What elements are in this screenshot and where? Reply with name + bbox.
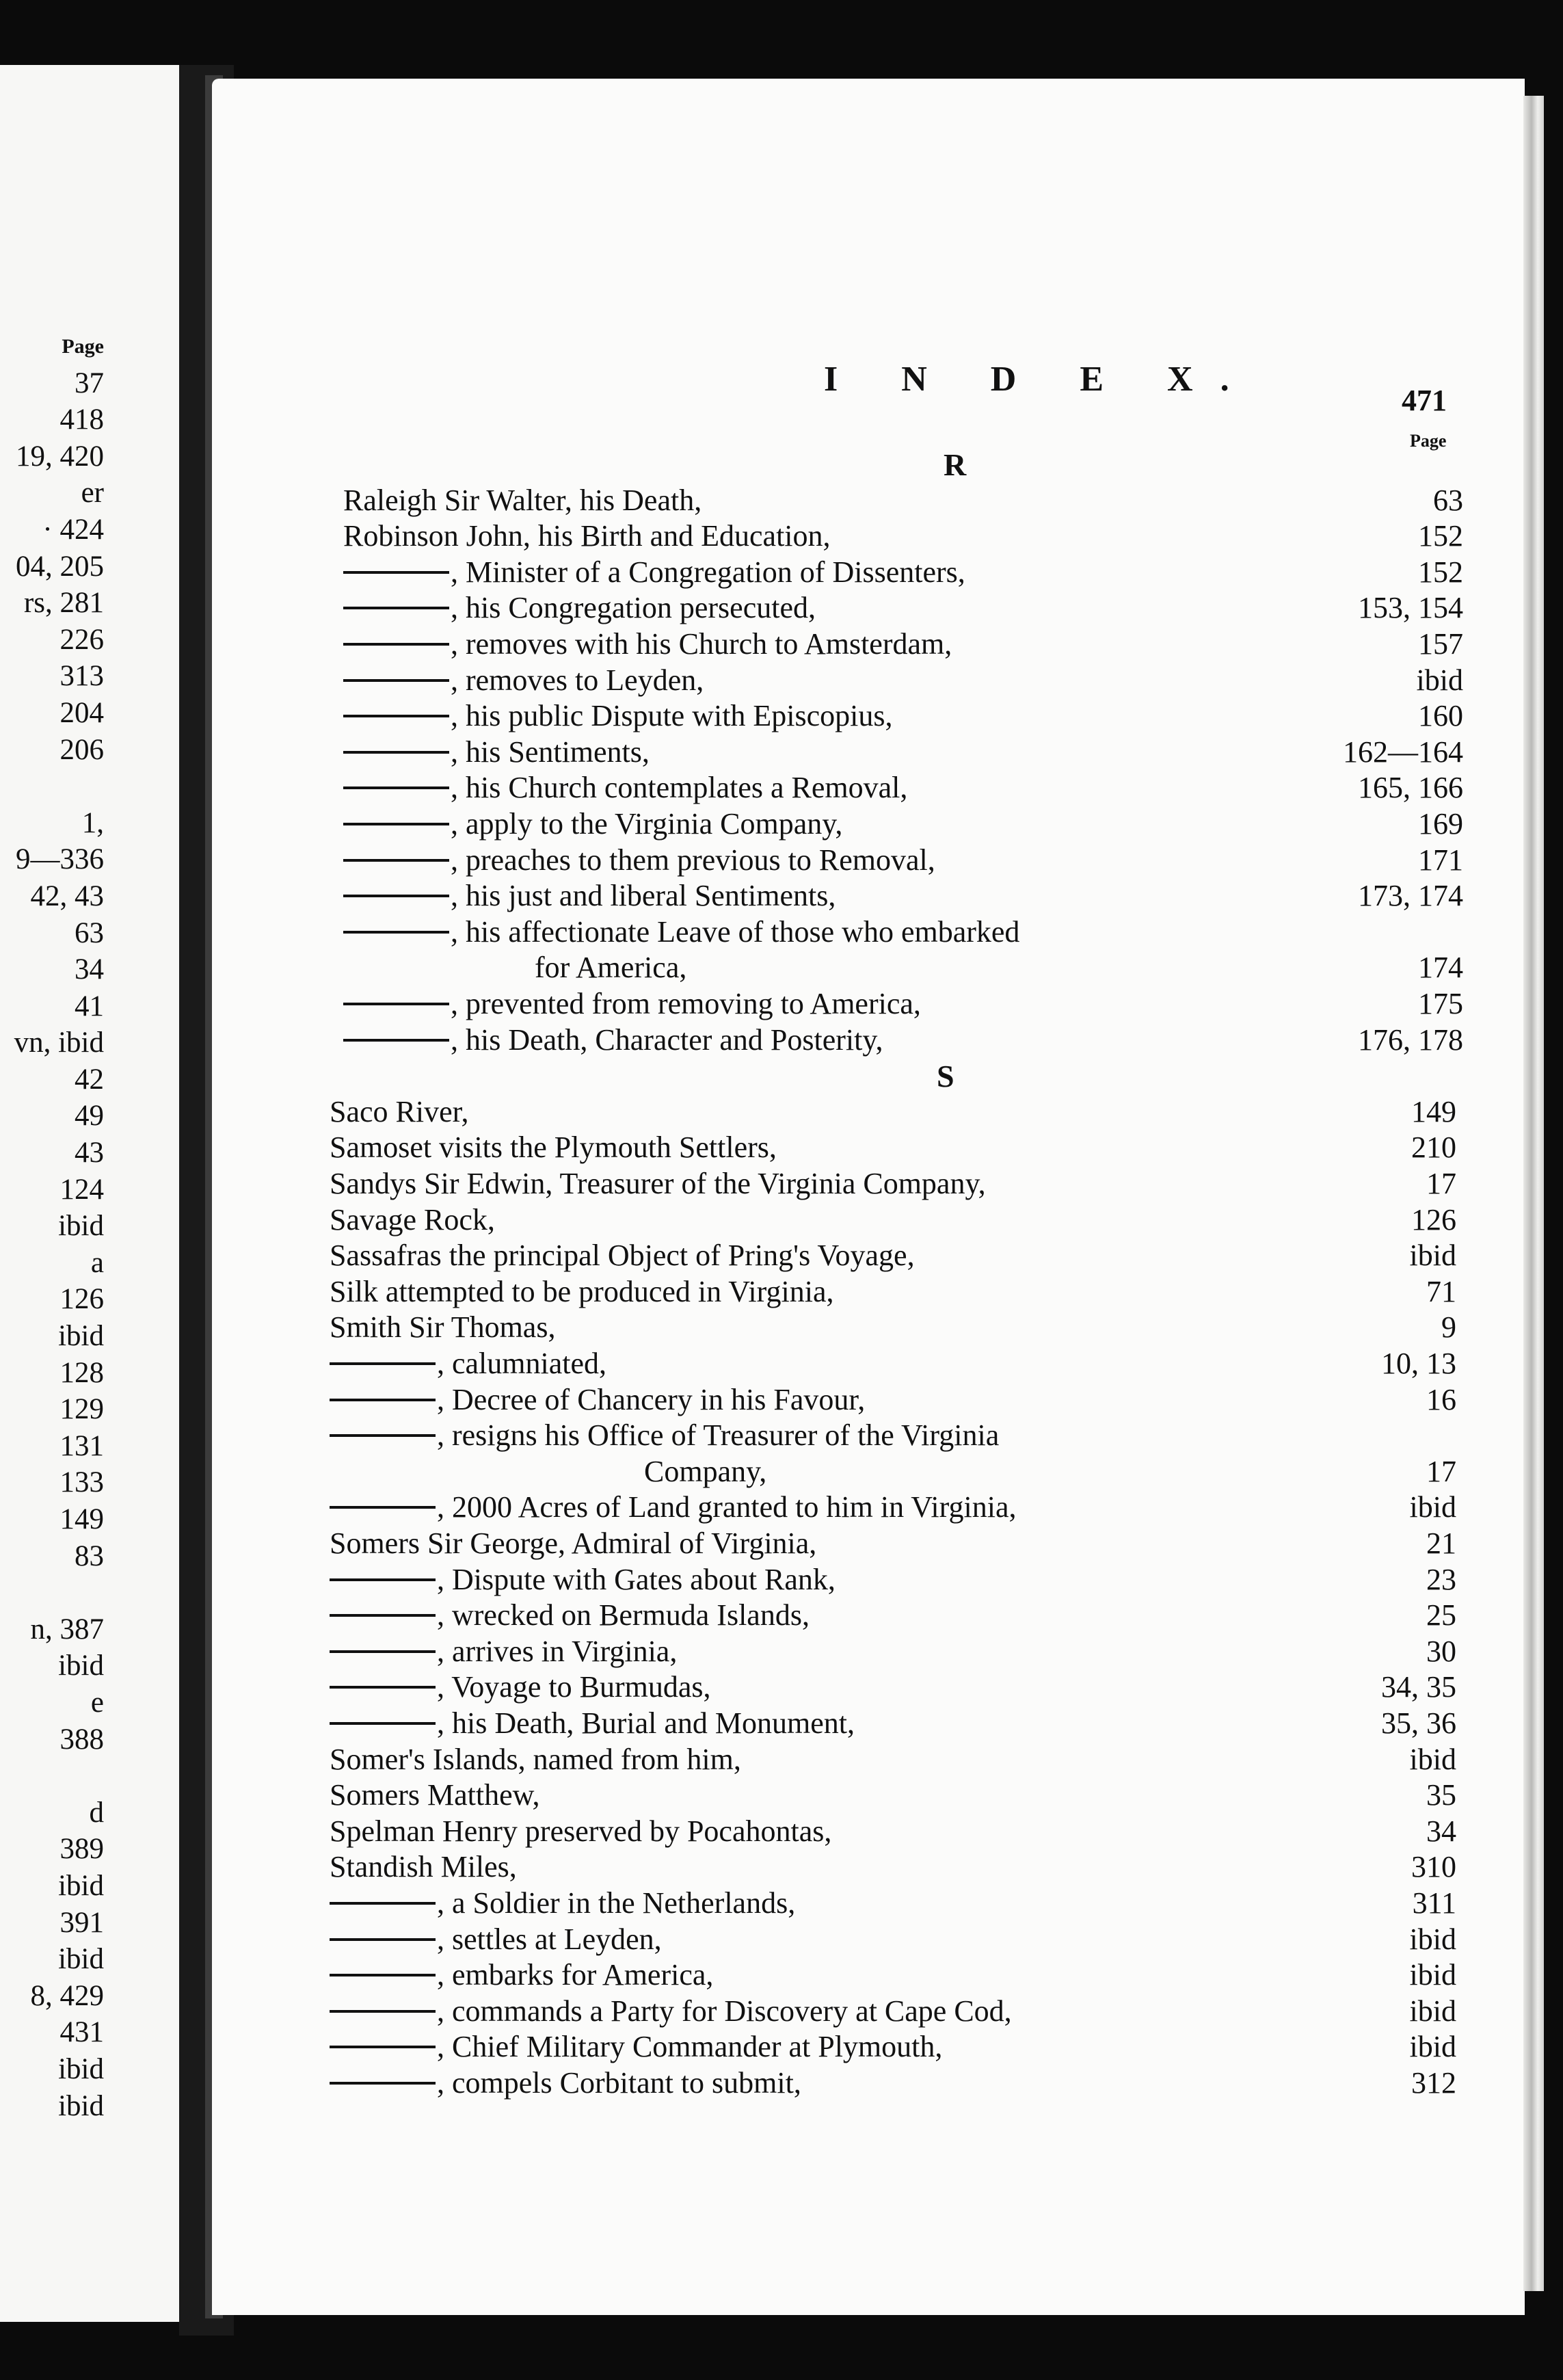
entry-text: Somer's Islands, named from him, <box>330 1742 741 1776</box>
entry-page: 149 <box>1411 1094 1456 1128</box>
entry-page: 311 <box>1412 1886 1456 1920</box>
entry-page: 152 <box>1418 519 1463 553</box>
entry-text: , commands a Party for Discovery at Cape Cod, <box>437 1994 1012 2028</box>
left-page-number: 129 <box>59 1393 104 1426</box>
left-page-number: 128 <box>59 1356 104 1389</box>
entry-text: , his affectionate Leave of those who embarked <box>451 914 1020 949</box>
left-page-number: ibid <box>58 2052 104 2085</box>
entry-page: 169 <box>1418 807 1463 841</box>
index-entry <box>330 1490 1016 1525</box>
entry-text: , apply to the Virginia Company, <box>451 807 843 841</box>
ditto-dash <box>330 2046 436 2048</box>
left-page-number: 63 <box>75 916 104 949</box>
left-page-number: 41 <box>75 990 104 1022</box>
left-page-number: n, 387 <box>30 1613 104 1645</box>
entry-page: 17 <box>1426 1454 1456 1488</box>
index-entry <box>343 483 702 518</box>
index-entry <box>330 1562 836 1598</box>
entry-text: , resigns his Office of Treasurer of the Virginia <box>437 1418 1000 1453</box>
entry-text: , his Congregation persecuted, <box>451 591 816 625</box>
index-entry <box>330 1849 517 1885</box>
left-page-number: 43 <box>75 1137 104 1169</box>
entry-text: Spelman Henry preserved by Pocahontas, <box>330 1814 832 1848</box>
ditto-dash <box>343 786 449 789</box>
ditto-dash <box>330 1722 436 1725</box>
entry-page: 23 <box>1426 1562 1456 1596</box>
index-entry <box>330 1634 677 1669</box>
index-entry <box>330 1526 816 1561</box>
left-page-number: ibid <box>58 1943 104 1976</box>
entry-page: 126 <box>1411 1202 1456 1237</box>
index-entry <box>330 1166 986 1202</box>
entry-page: 21 <box>1426 1526 1456 1560</box>
entry-text: Company, <box>644 1454 767 1488</box>
entry-page: 162—164 <box>1343 735 1463 769</box>
left-page-number: 42 <box>75 1063 104 1096</box>
section-letter-s: S <box>937 1059 954 1094</box>
left-page-number: 149 <box>59 1503 104 1535</box>
entry-text: for America, <box>535 951 687 985</box>
index-entry <box>330 1238 915 1273</box>
entry-page: 165, 166 <box>1358 771 1463 805</box>
index-entry <box>343 1022 883 1058</box>
index-entry <box>330 2065 801 2101</box>
entry-text: Standish Miles, <box>330 1850 517 1884</box>
entry-text: Raleigh Sir Walter, his Death, <box>343 483 702 517</box>
index-entry <box>330 1742 741 1777</box>
index-entry <box>330 1202 495 1238</box>
index-entry <box>330 1994 1012 2029</box>
index-entry <box>343 914 1019 950</box>
entry-text: , Minister of a Congregation of Dissenters, <box>451 555 965 589</box>
entry-page: 10, 13 <box>1381 1347 1456 1380</box>
left-page-number: 42, 43 <box>30 880 104 912</box>
left-page-number: rs, 281 <box>23 587 104 620</box>
left-page-number: 126 <box>59 1283 104 1316</box>
entry-page: 152 <box>1418 555 1463 589</box>
ditto-dash <box>330 1434 436 1437</box>
left-page-number: 37 <box>75 367 104 399</box>
index-entry <box>535 950 686 986</box>
left-page-number: er <box>81 477 104 510</box>
entry-page: ibid <box>1409 1742 1456 1776</box>
entry-text: , a Soldier in the Netherlands, <box>437 1886 796 1920</box>
entry-page: 63 <box>1433 483 1463 517</box>
entry-text: Smith Sir Thomas, <box>330 1310 556 1345</box>
index-entry <box>343 843 935 878</box>
left-page-number: 9—336 <box>16 843 104 876</box>
entry-text: Silk attempted to be produced in Virginia, <box>330 1274 834 1308</box>
ditto-dash <box>343 607 449 609</box>
entry-page: ibid <box>1409 1994 1456 2028</box>
entry-page: 25 <box>1426 1598 1456 1632</box>
ditto-dash <box>343 1003 449 1005</box>
index-entry <box>343 663 704 698</box>
entry-text: , removes with his Church to Amsterdam, <box>451 627 952 661</box>
entry-text: , his just and liberal Sentiments, <box>451 879 836 913</box>
index-entry <box>330 1886 795 1921</box>
index-entry <box>343 878 836 914</box>
index-entry <box>330 1706 855 1741</box>
ditto-dash <box>343 715 449 717</box>
entry-page: 174 <box>1418 951 1463 985</box>
index-entry <box>343 735 650 770</box>
index-entry <box>343 770 907 806</box>
entry-page: 175 <box>1418 987 1463 1020</box>
entry-text: , preaches to them previous to Removal, <box>451 843 935 877</box>
entry-text: , his Death, Burial and Monument, <box>437 1706 855 1740</box>
ditto-dash <box>343 1039 449 1042</box>
entry-text: , his public Dispute with Episcopius, <box>451 699 893 733</box>
entry-text: Robinson John, his Birth and Education, <box>343 519 831 553</box>
main-page <box>212 79 1525 2315</box>
entry-text: Savage Rock, <box>330 1202 495 1237</box>
index-entry <box>343 626 952 662</box>
ditto-dash <box>343 643 449 646</box>
entry-page: 173, 174 <box>1358 879 1463 913</box>
entry-page: 30 <box>1426 1634 1456 1668</box>
index-entry <box>330 1346 606 1381</box>
entry-text: , removes to Leyden, <box>451 663 704 697</box>
section-letter-r: R <box>944 447 967 482</box>
entry-page: ibid <box>1409 1490 1456 1524</box>
entry-page: ibid <box>1409 1239 1456 1273</box>
left-page-number: 389 <box>59 1833 104 1866</box>
left-page-number: 49 <box>75 1100 104 1133</box>
index-entry <box>330 1382 865 1418</box>
index-entry <box>330 1274 834 1310</box>
entry-page: 210 <box>1411 1130 1456 1165</box>
ditto-dash <box>330 1362 436 1365</box>
ditto-dash <box>330 1399 436 1401</box>
index-entry <box>343 986 921 1022</box>
ditto-dash <box>343 823 449 825</box>
left-page-number: 34 <box>75 953 104 986</box>
ditto-dash <box>330 1506 436 1509</box>
page-column-label: Page <box>1410 431 1447 451</box>
entry-text: , his Church contemplates a Removal, <box>451 771 908 805</box>
ditto-dash <box>343 571 449 574</box>
left-page-number <box>0 1758 104 1795</box>
entry-text: , wrecked on Bermuda Islands, <box>437 1598 810 1632</box>
left-page-number: 418 <box>59 404 104 436</box>
entry-text: , compels Corbitant to submit, <box>437 2066 801 2100</box>
entry-page: 34, 35 <box>1381 1670 1456 1704</box>
entry-page: 71 <box>1426 1274 1456 1308</box>
left-page-number: 8, 429 <box>30 1979 104 2012</box>
entry-text: , Chief Military Commander at Plymouth, <box>437 2030 943 2064</box>
index-entry <box>330 1598 810 1633</box>
index-entry <box>330 1130 777 1165</box>
left-page-number: 204 <box>59 696 104 729</box>
entry-text: , prevented from removing to America, <box>451 987 921 1020</box>
entry-page: 9 <box>1441 1310 1456 1345</box>
ditto-dash <box>330 2082 436 2085</box>
left-page-number: 1, <box>81 806 104 839</box>
ditto-dash <box>330 1902 436 1905</box>
left-page-number: a <box>90 1246 104 1279</box>
entry-text: , his Death, Character and Posterity, <box>451 1022 883 1057</box>
left-page-number: ibid <box>58 1210 104 1243</box>
index-entry <box>330 1094 469 1130</box>
entry-page: 171 <box>1418 843 1463 877</box>
entry-page: 153, 154 <box>1358 591 1463 625</box>
left-page-number: 133 <box>59 1466 104 1499</box>
entry-page: ibid <box>1409 1922 1456 1956</box>
left-page-number: 83 <box>75 1539 104 1572</box>
ditto-dash <box>330 2010 436 2013</box>
ditto-dash <box>343 751 449 754</box>
entry-page: 34 <box>1426 1814 1456 1848</box>
index-entry <box>330 1310 555 1345</box>
left-page-number: 124 <box>59 1173 104 1206</box>
ditto-dash <box>330 1974 436 1976</box>
entry-text: Sassafras the principal Object of Pring's Voyage, <box>330 1239 915 1273</box>
left-page-number: 388 <box>59 1723 104 1756</box>
ditto-dash <box>330 1578 436 1581</box>
left-page-number: d <box>89 1796 104 1829</box>
page-edge <box>1523 96 1544 2291</box>
left-page-number: vn, ibid <box>14 1027 104 1059</box>
ditto-dash <box>330 1650 436 1653</box>
entry-text: Somers Sir George, Admiral of Virginia, <box>330 1526 817 1560</box>
left-page-number: 04, 205 <box>16 550 104 583</box>
entry-page: 16 <box>1426 1382 1456 1416</box>
entry-text: Saco River, <box>330 1094 469 1128</box>
ditto-dash <box>330 1614 436 1617</box>
entry-text: Sandys Sir Edwin, Treasurer of the Virginia Company, <box>330 1167 986 1200</box>
left-page-number: 131 <box>59 1429 104 1462</box>
entry-page: 312 <box>1411 2066 1456 2100</box>
index-entry <box>330 1814 831 1849</box>
left-page-number: ibid <box>58 1869 104 1902</box>
left-page-number: e <box>90 1686 104 1719</box>
entry-page: 17 <box>1426 1167 1456 1200</box>
entry-text: , 2000 Acres of Land granted to him in Virginia, <box>437 1490 1017 1524</box>
index-entry <box>343 806 842 842</box>
left-page-number: 431 <box>59 2016 104 2049</box>
ditto-dash <box>343 679 449 682</box>
entry-page: ibid <box>1409 2030 1456 2064</box>
entry-text: , embarks for America, <box>437 1958 714 1992</box>
entry-page: ibid <box>1409 1958 1456 1992</box>
index-entry <box>330 1418 999 1453</box>
left-page-number: ibid <box>58 2089 104 2122</box>
ditto-dash <box>343 895 449 897</box>
index-entry <box>330 2029 942 2065</box>
entry-text: , Voyage to Burmudas, <box>437 1670 711 1704</box>
index-entry <box>330 1777 540 1813</box>
index-entry <box>343 698 893 734</box>
index-entry <box>343 555 965 590</box>
entry-page: 160 <box>1418 699 1463 733</box>
page-title: I N D E X. <box>824 360 1257 399</box>
entry-text: , settles at Leyden, <box>437 1922 662 1956</box>
left-page-number: · 424 <box>42 513 104 546</box>
ditto-dash <box>330 1686 436 1689</box>
left-page-label: Page <box>62 335 104 358</box>
ditto-dash <box>343 931 449 934</box>
entry-page: ibid <box>1416 663 1463 697</box>
index-entry <box>644 1454 766 1490</box>
index-entry <box>343 518 831 554</box>
index-entry <box>330 1922 662 1957</box>
entry-text: Somers Matthew, <box>330 1778 540 1812</box>
left-page-number: ibid <box>58 1650 104 1682</box>
entry-page: 157 <box>1418 627 1463 661</box>
index-entry <box>330 1669 710 1705</box>
left-page-number: 391 <box>59 1906 104 1939</box>
left-page-number: 206 <box>59 733 104 766</box>
left-page-number <box>0 768 104 805</box>
entry-page: 310 <box>1411 1850 1456 1884</box>
entry-text: Samoset visits the Plymouth Settlers, <box>330 1130 777 1165</box>
left-page-numbers <box>0 328 104 2124</box>
entry-page: 35 <box>1426 1778 1456 1812</box>
entry-page: 176, 178 <box>1358 1022 1463 1057</box>
left-page-number: 19, 420 <box>16 440 104 473</box>
left-page-number: 313 <box>59 660 104 693</box>
entry-text: , calumniated, <box>437 1347 607 1380</box>
ditto-dash <box>343 859 449 862</box>
ditto-dash <box>330 1938 436 1941</box>
index-entry <box>330 1957 713 1993</box>
entry-text: , arrives in Virginia, <box>437 1634 678 1668</box>
entry-text: , his Sentiments, <box>451 735 650 769</box>
entry-page: 35, 36 <box>1381 1706 1456 1740</box>
page-number: 471 <box>1402 384 1447 417</box>
index-entry <box>343 590 816 626</box>
left-page-number <box>0 1574 104 1611</box>
left-page-number: ibid <box>58 1320 104 1353</box>
entry-text: , Dispute with Gates about Rank, <box>437 1562 836 1596</box>
entry-text: , Decree of Chancery in his Favour, <box>437 1382 866 1416</box>
left-page-number: 226 <box>59 623 104 656</box>
